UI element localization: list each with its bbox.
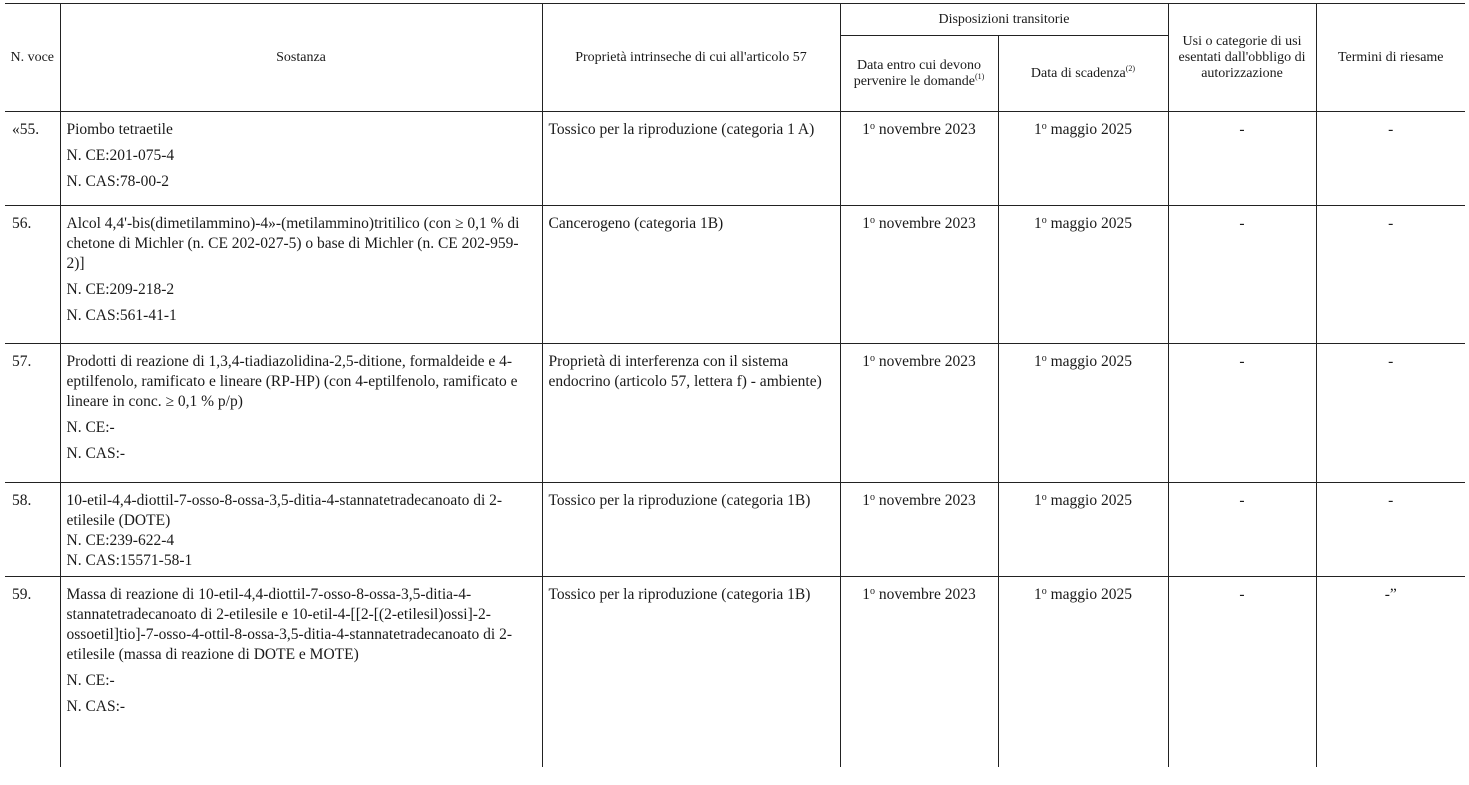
table-row [5,483,1465,577]
cas-number: N. CAS:78-00-2 [66,173,169,190]
review-periods: - [1316,206,1465,344]
substance-name: Piombo tetraetile [66,121,173,138]
substance-name: Prodotti di reazione di 1,3,4-tiadiazolidina-2,5-ditione, formaldeide e 4-eptilfenolo, ramificato e lineare (RP-HP) (con 4-eptilfenolo, ramificato e lineare in conc. ≥ 0,1 % p/p) [66,353,518,410]
application-date: 1$^o$ novembre 2023 [840,112,998,206]
review-periods: - [1316,483,1465,577]
substance-cell [60,577,542,767]
substance-cell [60,112,542,206]
entry-number: 59. [5,577,60,767]
entry-number: «55. [5,112,60,206]
table-row [5,344,1465,483]
header-proprieta: Proprietà intrinseche di cui all'articolo 57 [542,4,840,112]
cas-number: N. CAS:15571-58-1 [66,552,193,569]
header-usi-esentati: Usi o categorie di usi esentati dall'obbligo di autorizzazione [1168,4,1316,112]
table-row [5,112,1465,206]
header-sostanza: Sostanza [60,4,542,112]
header-row [5,4,1465,36]
sunset-date: 1$^o$ maggio 2025 [998,577,1168,767]
footnote-ref-1: (1) [974,71,985,81]
substance-cell [60,344,542,483]
cas-number: N. CAS:561-41-1 [66,307,177,324]
exempted-uses: - [1168,344,1316,483]
ec-number: N. CE:- [66,419,115,436]
exempted-uses: - [1168,112,1316,206]
sunset-date: 1$^o$ maggio 2025 [998,483,1168,577]
substance-cell [60,483,542,577]
ec-number: N. CE:- [66,672,115,689]
header-termini: Termini di riesame [1316,4,1465,112]
table-row [5,206,1465,344]
sunset-date: 1$^o$ maggio 2025 [998,112,1168,206]
table-row [5,577,1465,767]
intrinsic-property: Tossico per la riproduzione (categoria 1B) [542,483,840,577]
substance-name: Alcol 4,4'-bis(dimetilammino)-4»-(metilammino)tritilico (con ≥ 0,1 % di chetone di Michler (n. CE 202-027-5) o base di Michler (n. CE 202-959-2)] [66,215,520,272]
sunset-date: 1$^o$ maggio 2025 [998,206,1168,344]
header-data-domande: Data entro cui devono pervenire le domande$^{(1)}$ [840,36,998,112]
entry-number: 57. [5,344,60,483]
substance-name: 10-etil-4,4-diottil-7-osso-8-ossa-3,5-ditia-4-stannatetradecanoato di 2-etilesile (DOTE) [66,492,503,529]
header-disposizioni: Disposizioni transitorie [840,4,1168,36]
review-periods: - [1316,112,1465,206]
exempted-uses: - [1168,483,1316,577]
substances-table [5,3,1465,767]
ec-number: N. CE:201-075-4 [66,147,175,164]
header-data-scadenza: Data di scadenza$^{(2)}$ [998,36,1168,112]
review-periods: -” [1316,577,1465,767]
application-date: 1$^o$ novembre 2023 [840,344,998,483]
review-periods: - [1316,344,1465,483]
substance-cell [60,206,542,344]
exempted-uses: - [1168,577,1316,767]
footnote-ref-2: (2) [1125,63,1136,73]
application-date: 1$^o$ novembre 2023 [840,483,998,577]
intrinsic-property: Proprietà di interferenza con il sistema endocrino (articolo 57, lettera f) - ambiente) [542,344,840,483]
intrinsic-property: Tossico per la riproduzione (categoria 1B) [542,577,840,767]
ec-number: N. CE:209-218-2 [66,281,175,298]
cas-number: N. CAS:- [66,445,126,462]
application-date: 1$^o$ novembre 2023 [840,577,998,767]
substance-name: Massa di reazione di 10-etil-4,4-diottil-7-osso-8-ossa-3,5-ditia-4-stannatetradecanoato di 2-etilesile e 10-etil-4-[[2-[(2-etilesil)ossi]-2-ossoetil]tio]-7-osso-4-ottil-8-ossa-3,5-ditia-4-stannatetradecanoato di 2-etilesile (massa di reazione di DOTE e MOTE) [66,586,512,663]
ec-number: N. CE:239-622-4 [66,532,175,549]
entry-number: 58. [5,483,60,577]
application-date: 1$^o$ novembre 2023 [840,206,998,344]
sunset-date: 1$^o$ maggio 2025 [998,344,1168,483]
intrinsic-property: Cancerogeno (categoria 1B) [542,206,840,344]
entry-number: 56. [5,206,60,344]
exempted-uses: - [1168,206,1316,344]
header-n-voce: N. voce [5,4,60,112]
intrinsic-property: Tossico per la riproduzione (categoria 1 A) [542,112,840,206]
cas-number: N. CAS:- [66,698,126,715]
